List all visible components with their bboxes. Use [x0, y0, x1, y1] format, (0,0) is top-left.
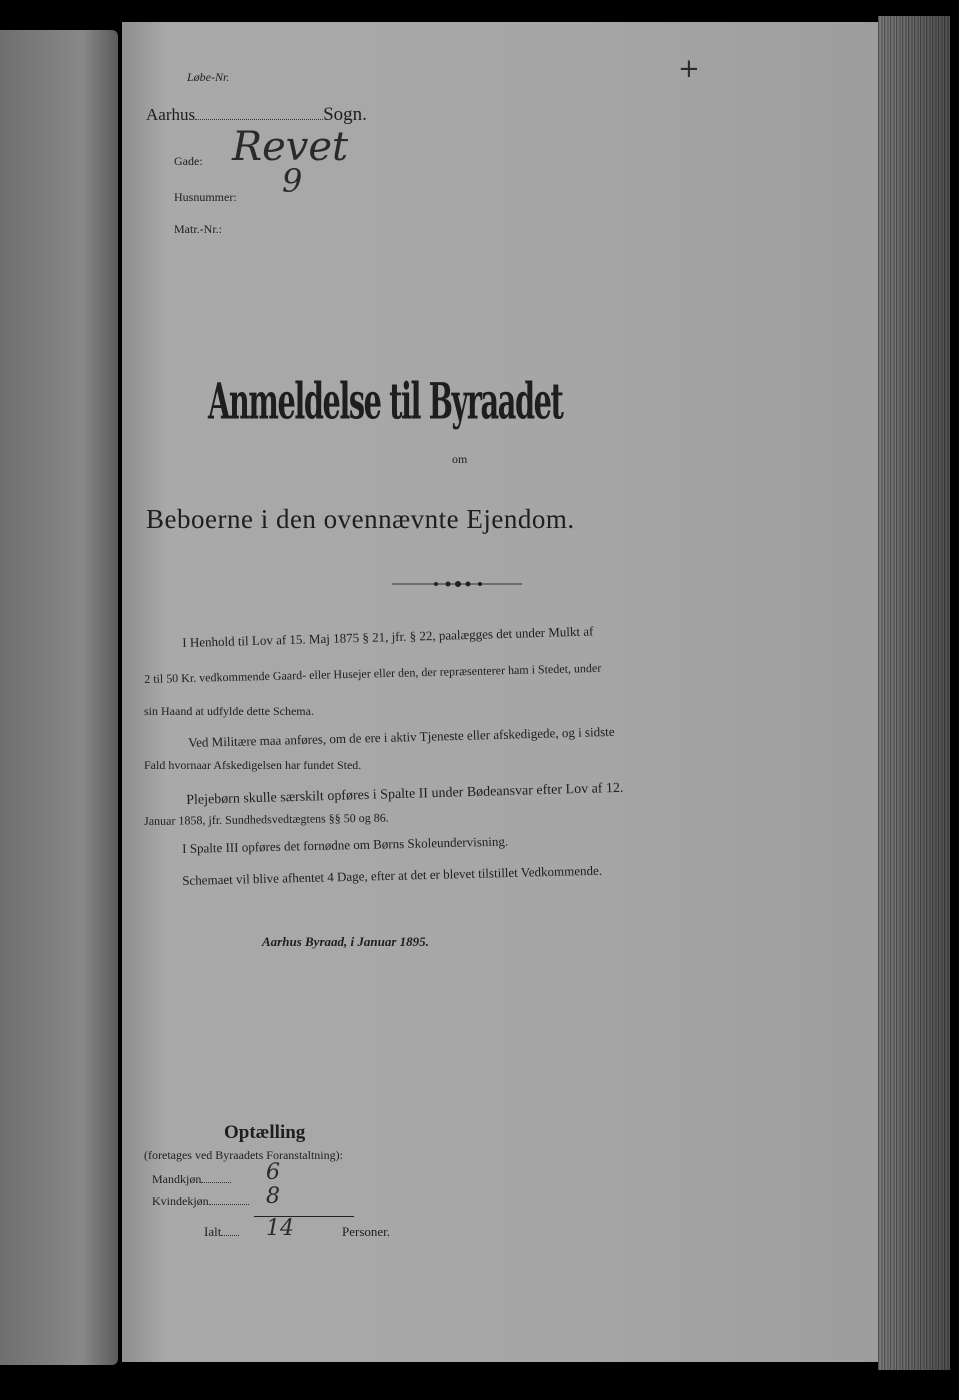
- count-heading: Optælling: [224, 1122, 306, 1143]
- city-text: Aarhus: [146, 105, 196, 124]
- signature-line: Aarhus Byraad, i Januar 1895.: [262, 934, 429, 949]
- sogn-text: Sogn.: [323, 104, 367, 125]
- paragraph-4: I Spalte III opføres det fornødne om Børns Skoleundervisning.: [182, 833, 509, 856]
- paragraph-2-line-1: Ved Militære maa anføres, om de ere i aktiv Tjeneste eller afskedigede, og i sidste: [188, 723, 615, 750]
- husnummer-label: Husnummer:: [174, 190, 237, 204]
- ialt-dotline: [221, 1235, 239, 1236]
- paragraph-1-line-1: I Henhold til Lov af 15. Maj 1875 § 21, jfr. § 22, paalægges det under Mulkt af: [182, 623, 594, 650]
- husnummer-value-handwritten: 9: [282, 162, 303, 200]
- lobe-nr-mark: +: [678, 54, 700, 84]
- ialt-value-handwritten: 14: [266, 1216, 294, 1241]
- gade-value-handwritten: Revet: [232, 124, 349, 170]
- facing-page-left: [0, 30, 118, 1365]
- kvindekjon-label: Kvindekjøn: [152, 1194, 209, 1208]
- count-note: (foretages ved Byraadets Foranstaltning):: [144, 1148, 343, 1162]
- mandkjon-dotline: [201, 1182, 231, 1183]
- ialt-row: [204, 1224, 239, 1240]
- personer-label: Personer.: [342, 1224, 391, 1239]
- kvindekjon-value-handwritten: 8: [266, 1184, 280, 1209]
- document-title: Anmeldelse til Byraadet: [208, 372, 563, 431]
- ialt-label: Ialt: [204, 1224, 222, 1239]
- mandkjon-label: Mandkjøn: [152, 1172, 202, 1186]
- document-page: [122, 22, 878, 1362]
- city-label: [146, 104, 367, 126]
- city-dotline: [195, 119, 323, 120]
- mandkjon-row: [152, 1172, 231, 1187]
- book-page-edges: [878, 16, 950, 1370]
- kvindekjon-dotline: [209, 1204, 249, 1205]
- kvindekjon-row: [152, 1194, 249, 1209]
- lobe-nr-label: Løbe-Nr.: [187, 70, 230, 84]
- om-text: om: [452, 452, 468, 466]
- document-subtitle: Beboerne i den ovennævnte Ejendom.: [146, 504, 575, 534]
- mandkjon-value-handwritten: 6: [266, 1160, 280, 1185]
- ornament-divider: [392, 577, 522, 591]
- paragraph-5: Schemaet vil blive afhentet 4 Dage, efter at det er blevet tilstillet Vedkommende.: [182, 862, 603, 888]
- paragraph-3-line-2: Januar 1858, jfr. Sundhedsvedtægtens §§ 50 og 86.: [144, 810, 389, 828]
- paragraph-2-line-2: Fald hvornaar Afskedigelsen har fundet Sted.: [144, 758, 362, 772]
- matr-label: Matr.-Nr.:: [174, 222, 222, 236]
- paragraph-1-line-2: 2 til 50 Kr. vedkommende Gaard- eller Husejer eller den, der repræsenterer ham i Stedet, under: [144, 660, 602, 686]
- paragraph-1-line-3: sin Haand at udfylde dette Schema.: [144, 704, 314, 718]
- gade-label: Gade:: [174, 154, 203, 168]
- paragraph-3-line-1: Plejebørn skulle særskilt opføres i Spalte II under Bødeansvar efter Lov af 12.: [186, 780, 624, 808]
